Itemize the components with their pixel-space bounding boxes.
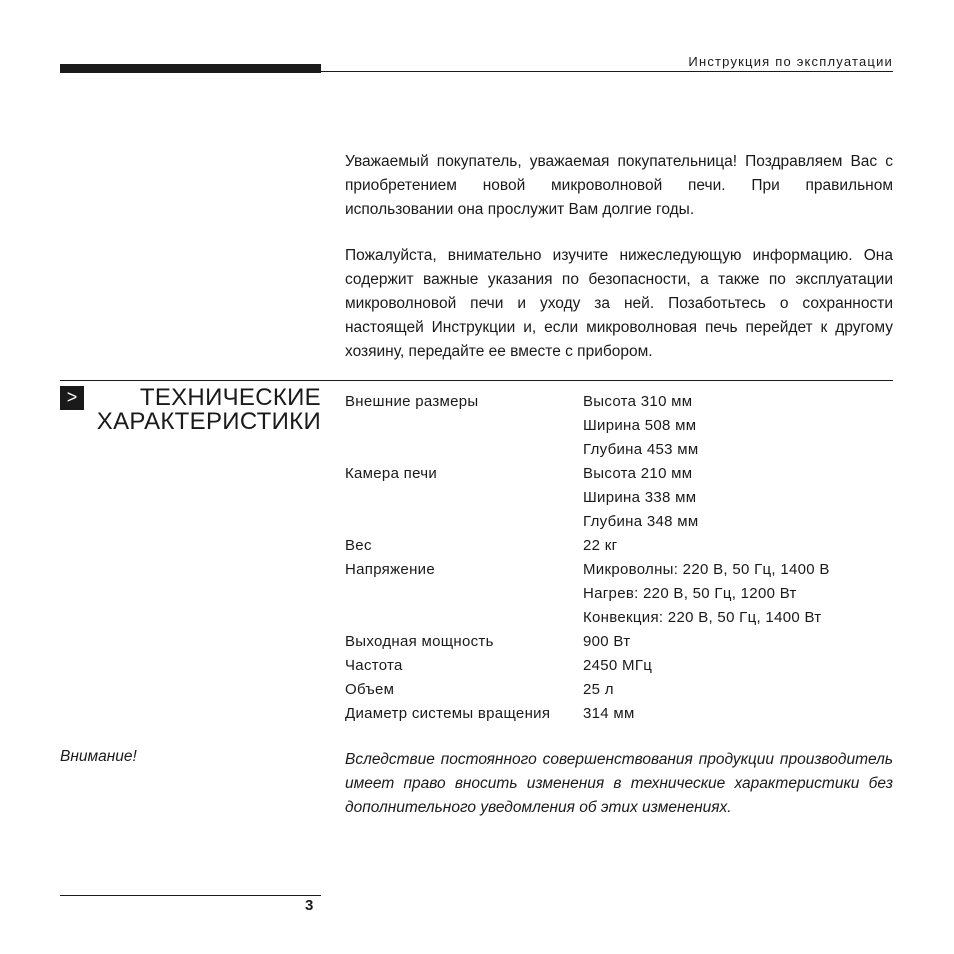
spec-label <box>345 486 583 510</box>
spec-value: Глубина 453 мм <box>583 441 699 458</box>
spec-value: Ширина 338 мм <box>583 489 697 506</box>
section-title-line: ХАРАКТЕРИСТИКИ <box>96 408 321 435</box>
spec-label: Камера печи <box>345 465 438 482</box>
section-title-line: ТЕХНИЧЕСКИЕ <box>139 384 321 411</box>
spec-row <box>345 606 830 630</box>
spec-value: Глубина 348 мм <box>583 513 699 530</box>
header-rule <box>321 71 893 72</box>
spec-row <box>345 534 830 558</box>
header-title: Инструкция по эксплуатации <box>688 54 893 69</box>
intro-paragraph: Уважаемый покупатель, уважаемая покупательница! Поздравляем Вас с приобретением новой микроволновой печи. При правильном использовании она прослужит Вам долгие годы. <box>345 153 893 218</box>
spec-label <box>345 438 583 462</box>
section-title <box>97 386 321 434</box>
note-label: Внимание! <box>60 748 137 765</box>
spec-label: Частота <box>345 657 403 674</box>
spec-row <box>345 486 830 510</box>
spec-label: Внешние размеры <box>345 393 479 410</box>
note-text: Вследствие постоянного совершенствования продукции производитель имеет право вносить изменения в технические характеристики без дополнительного уведомления об этих изменениях. <box>345 751 893 816</box>
chevron-right-icon: > <box>60 386 84 410</box>
spec-row <box>345 582 830 606</box>
spec-row <box>345 558 830 582</box>
spec-label: Напряжение <box>345 561 435 578</box>
spec-row <box>345 510 830 534</box>
spec-row <box>345 438 830 462</box>
spec-label: Выходная мощность <box>345 633 494 650</box>
spec-row <box>345 462 830 486</box>
spec-value: 2450 МГц <box>583 657 653 674</box>
spec-value: 314 мм <box>583 705 635 722</box>
spec-value: Высота 310 мм <box>583 393 693 410</box>
spec-label <box>345 510 583 534</box>
spec-label <box>345 582 583 606</box>
spec-row <box>345 654 830 678</box>
spec-row <box>345 678 830 702</box>
spec-label <box>345 414 583 438</box>
spec-label: Вес <box>345 537 372 554</box>
footer-rule <box>60 895 321 896</box>
page-number: 3 <box>305 897 314 914</box>
header-bar <box>60 64 321 73</box>
spec-label <box>345 606 583 630</box>
spec-row <box>345 390 830 414</box>
spec-value: Конвекция: 220 В, 50 Гц, 1400 Вт <box>583 609 822 626</box>
spec-value: 25 л <box>583 681 614 698</box>
spec-value: Микроволны: 220 В, 50 Гц, 1400 В <box>583 561 830 578</box>
spec-value: Нагрев: 220 В, 50 Гц, 1200 Вт <box>583 585 797 602</box>
section-divider <box>60 380 893 381</box>
intro-text <box>345 150 893 386</box>
spec-label: Диаметр системы вращения <box>345 705 551 722</box>
spec-value: Ширина 508 мм <box>583 417 697 434</box>
spec-row <box>345 630 830 654</box>
spec-row <box>345 702 830 726</box>
spec-label: Объем <box>345 681 395 698</box>
intro-paragraph: Пожалуйста, внимательно изучите нижеследующую информацию. Она содержит важные указания по безопасности, а также по эксплуатации микроволновой печи и уходу за ней. Позаботьтесь о сохранности настоящей Инструкции и, если микроволновая печь перейдет к другому хозяину, передайте ее вместе с прибором. <box>345 247 893 360</box>
spec-value: 900 Вт <box>583 633 631 650</box>
spec-value: Высота 210 мм <box>583 465 693 482</box>
spec-row <box>345 414 830 438</box>
spec-value: 22 кг <box>583 537 618 554</box>
specs-table <box>345 390 830 726</box>
